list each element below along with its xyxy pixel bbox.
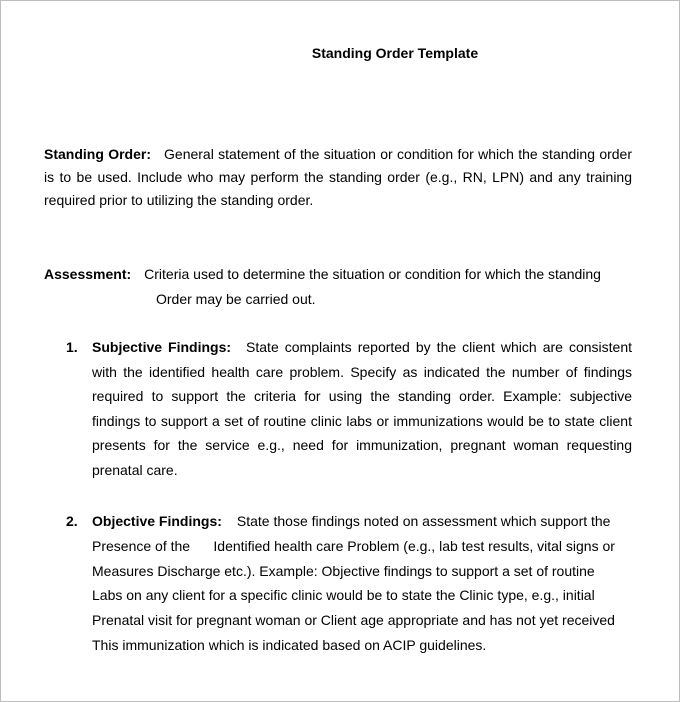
list-item-text: State those findings noted on assessment which support the (236, 513, 611, 529)
list-item-line: presents for the service e.g., need for immunization, pregnant woman requesting (92, 437, 632, 453)
subjective-findings-label: Subjective Findings: (92, 339, 232, 355)
paragraph-text: General statement of the situation or condition for which the standing order (164, 146, 633, 162)
list-item-text: State complaints reported by the client which are consistent (246, 339, 632, 355)
paragraph-line: is to be used. Include who may perform the standing order (e.g., RN, LPN) and any training (44, 169, 632, 185)
assessment-label: Assessment: (44, 266, 132, 282)
list-item-line: prenatal care. (92, 461, 178, 478)
page-title: Standing Order Template (311, 45, 479, 61)
list-item-objective-findings (66, 509, 632, 658)
paragraph-line: Order may be carried out. (156, 291, 316, 307)
paragraph-text: Criteria used to determine the situation or condition for which the standing (144, 266, 601, 282)
list-number: 1. (66, 339, 78, 355)
paragraph-standing-order (44, 143, 632, 212)
list-item-line: with the identified health care problem. Specify as indicated the number of findings (92, 363, 632, 380)
list-item-line: Measures Discharge etc.). Example: Objective findings to support a set of routine (92, 562, 595, 579)
paragraph-line: required prior to utilizing the standing order. (44, 192, 314, 208)
list-item-line (92, 335, 632, 360)
paragraph-line (44, 143, 632, 166)
list-item-line: This immunization which is indicated based on ACIP guidelines. (92, 636, 487, 653)
paragraph-line (44, 262, 632, 287)
paragraph-assessment (44, 262, 632, 312)
list-item-line: Presence of the Identified health care Problem (e.g., lab test results, vital signs or (92, 537, 615, 554)
standing-order-label: Standing Order: (44, 146, 152, 162)
list-item-line: Prenatal visit for pregnant woman or Client age appropriate and has not yet received (92, 612, 615, 629)
list-item-line: findings to support a set of routine clinic labs or immunizations would be to state client (92, 412, 632, 429)
objective-findings-label: Objective Findings: (92, 513, 222, 529)
list-item-line: Labs on any client for a specific clinic would be to state the Clinic type, e.g., initial (92, 587, 595, 604)
list-item-subjective-findings (66, 335, 632, 482)
list-item-line: required to support the criteria for using the standing order. Example: subjective (92, 388, 632, 404)
list-number: 2. (66, 513, 78, 529)
list-item-line (92, 509, 632, 534)
